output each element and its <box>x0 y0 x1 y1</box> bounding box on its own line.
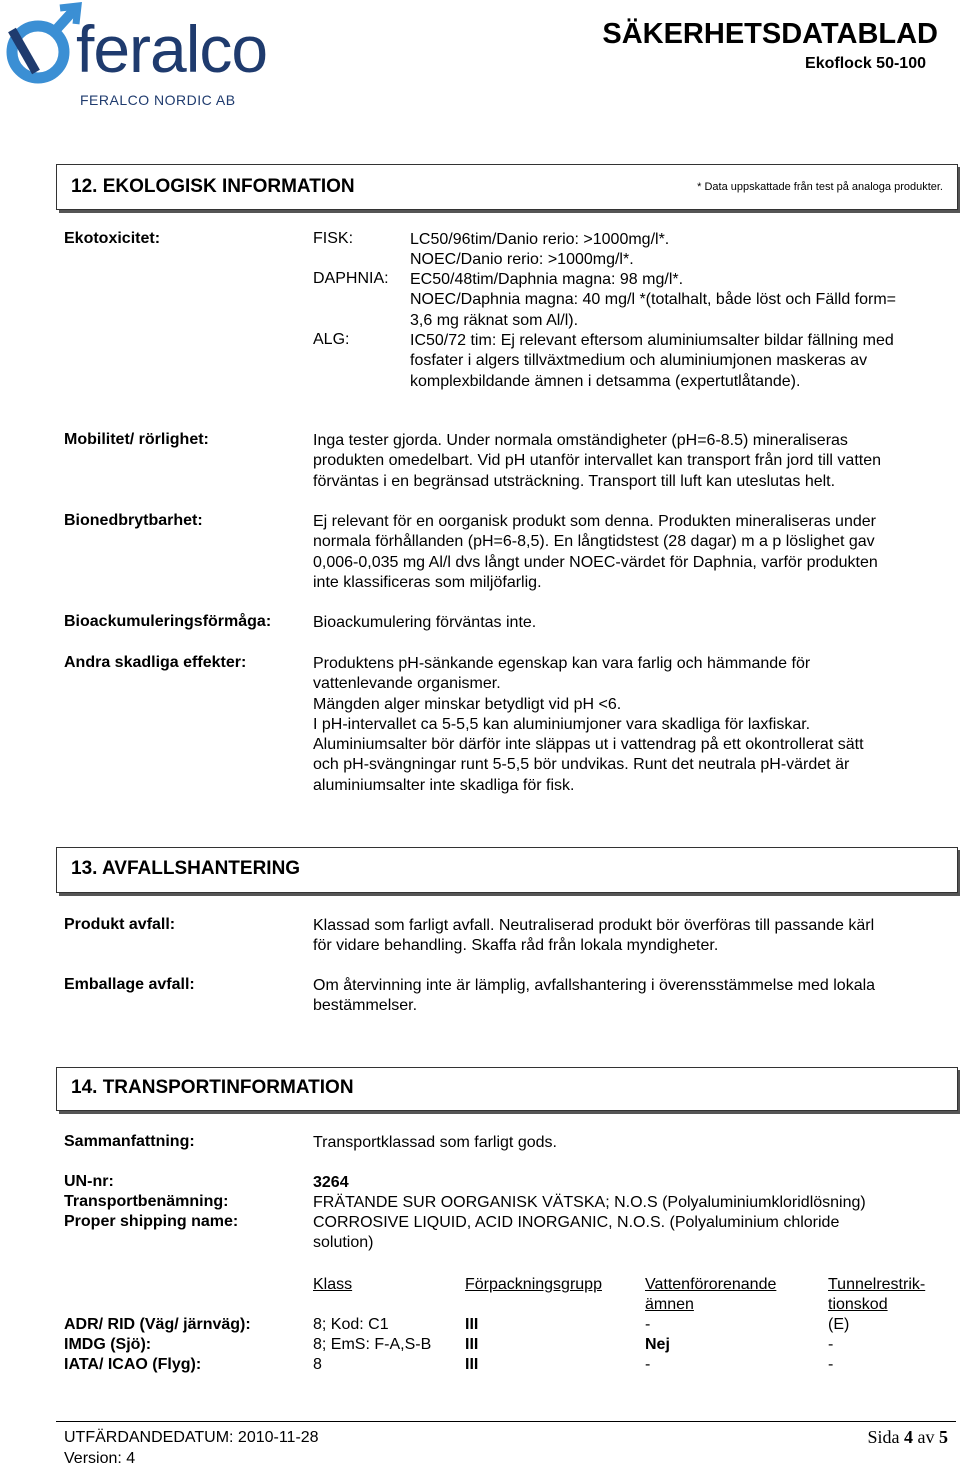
col-header-forpackningsgrupp: Förpackningsgrupp <box>465 1276 602 1293</box>
col-header-tunnelrestriktionskod <box>828 1275 925 1316</box>
footer-divider <box>56 1421 956 1422</box>
text-line: Vattenförorenande <box>645 1276 777 1293</box>
document-title: SÄKERHETSDATABLAD <box>602 18 938 50</box>
emballage-avfall-value <box>313 976 943 1017</box>
text-line: Klassad som farligt avfall. Neutraliserad produkt bör överföras till passande kärl <box>313 917 875 934</box>
fisk-value <box>410 230 950 271</box>
row-vatten: Nej <box>645 1336 670 1353</box>
produkt-avfall-label: Produkt avfall: <box>64 916 176 933</box>
proper-shipping-name-label: Proper shipping name: <box>64 1213 239 1230</box>
text-line: ämnen <box>645 1296 694 1314</box>
sammanfattning-label: Sammanfattning: <box>64 1133 195 1150</box>
page-current: 4 <box>904 1427 913 1447</box>
text-line: CORROSIVE LIQUID, ACID INORGANIC, N.O.S. (Polyaluminium chloride <box>313 1214 840 1231</box>
row-mode: IMDG (Sjö): <box>64 1336 152 1353</box>
text-line: Produktens pH-sänkande egenskap kan vara farlig och hämmande för <box>313 655 811 672</box>
page-total: 5 <box>939 1427 948 1447</box>
text-line: komplexbildande ämnen i detsamma (expertutlåtande). <box>410 372 801 390</box>
section-12-title: 12. EKOLOGISK INFORMATION <box>71 176 355 197</box>
alg-value <box>410 331 950 392</box>
col-header-vattenfororenande <box>645 1275 776 1316</box>
daphnia-value <box>410 270 950 331</box>
andra-label: Andra skadliga effekter: <box>64 654 247 671</box>
text-line: vattenlevande organismer. <box>313 675 501 693</box>
row-klass: 8; Kod: C1 <box>313 1316 389 1333</box>
row-klass: 8; EmS: F-A,S-B <box>313 1336 432 1353</box>
mobilitet-label: Mobilitet/ rörlighet: <box>64 431 209 448</box>
text-line: FRÄTANDE SUR OORGANISK VÄTSKA; N.O.S (Polyaluminiumkloridlösning) <box>313 1194 866 1211</box>
text-line: 0,006-0,035 mg Al/l dvs långt under NOEC-värdet för Daphnia, varför produkten <box>313 553 878 571</box>
andra-value <box>313 654 943 796</box>
col-header-klass: Klass <box>313 1276 353 1293</box>
ekotox-label: Ekotoxicitet: <box>64 230 161 247</box>
row-vatten: - <box>645 1356 651 1373</box>
row-forp: III <box>465 1356 479 1373</box>
bioned-value <box>313 512 943 593</box>
row-tunnel: - <box>828 1356 834 1373</box>
text-line: Bioackumulering förväntas inte. <box>313 614 537 631</box>
sammanfattning-value <box>313 1133 943 1153</box>
text-line: för vidare behandling. Skaffa råd från lokala myndigheter. <box>313 937 719 955</box>
text-line: solution) <box>313 1234 374 1252</box>
text-line: EC50/48tim/Daphnia magna: 98 mg/l*. <box>410 271 684 288</box>
bioack-label: Bioackumuleringsförmåga: <box>64 613 272 630</box>
text-line: produkten omedelbart. Vid pH utanför intervallet kan transport från jord till vatten <box>313 452 882 470</box>
text-line: IC50/72 tim: Ej relevant eftersom aluminiumsalter bildar fällning med <box>410 332 894 349</box>
text-line: bestämmelser. <box>313 997 418 1015</box>
page-of: av <box>917 1427 935 1447</box>
row-tunnel: (E) <box>828 1316 850 1333</box>
text-line: 3264 <box>313 1174 349 1191</box>
row-forp: III <box>465 1316 479 1333</box>
proper-shipping-name-value <box>313 1213 943 1254</box>
section-12-note: * Data uppskattade från test på analoga produkter. <box>697 181 943 193</box>
row-vatten: - <box>645 1316 651 1333</box>
daphnia-label: DAPHNIA: <box>313 270 389 287</box>
logo-word: feralco <box>76 12 268 86</box>
section-12-header <box>56 164 958 210</box>
text-line: inte klassificeras som miljöfarlig. <box>313 573 542 591</box>
text-line: fosfater i algers tillväxtmedium och aluminiumjonen maskeras av <box>410 352 868 370</box>
transportbenamning-label: Transportbenämning: <box>64 1193 229 1210</box>
transportbenamning-value <box>313 1193 943 1213</box>
logo-ring-icon <box>2 2 82 90</box>
section-13-header <box>56 847 958 893</box>
text-line: NOEC/Danio rerio: >1000mg/l*. <box>410 251 634 269</box>
text-line: och pH-svängningar runt 5-5,5 bör undvikas. Runt det neutrala pH-värdet är <box>313 756 850 774</box>
text-line: NOEC/Daphnia magna: 40 mg/l *(totalhalt, både löst och Fälld form= <box>410 291 897 309</box>
row-tunnel: - <box>828 1336 834 1353</box>
emballage-avfall-label: Emballage avfall: <box>64 976 195 993</box>
produkt-avfall-value <box>313 916 943 957</box>
text-line: Tunnelrestrik- <box>828 1276 926 1293</box>
product-name: Ekoflock 50-100 <box>805 55 926 72</box>
text-line: Mängden alger minskar betydligt vid pH <6. <box>313 695 622 713</box>
bioack-value <box>313 613 943 633</box>
text-line: 3,6 mg räknat som Al/l). <box>410 311 579 329</box>
un-nr-value <box>313 1173 943 1193</box>
text-line: förväntas i en begränsad utsträckning. Transport till luft kan uteslutas helt. <box>313 472 836 490</box>
text-line: Om återvinning inte är lämplig, avfallshantering i överensstämmelse med lokala <box>313 977 876 994</box>
alg-label: ALG: <box>313 331 350 348</box>
section-14-title: 14. TRANSPORTINFORMATION <box>71 1077 354 1098</box>
text-line: Ej relevant för en oorganisk produkt som denna. Produkten mineraliseras under <box>313 513 876 530</box>
row-mode: IATA/ ICAO (Flyg): <box>64 1356 202 1373</box>
footer-version: Version: 4 <box>64 1450 136 1467</box>
text-line: Inga tester gjorda. Under normala omständigheter (pH=6-8.5) mineraliseras <box>313 432 848 449</box>
logo-subtitle: FERALCO NORDIC AB <box>80 92 236 108</box>
text-line: LC50/96tim/Danio rerio: >1000mg/l*. <box>410 231 670 248</box>
company-logo <box>0 0 310 110</box>
row-forp: III <box>465 1336 479 1353</box>
text-line: normala förhållanden (pH=6-8,5). En långtidstest (28 dagar) m a p löslighet gav <box>313 533 875 551</box>
text-line: Transportklassad som farligt gods. <box>313 1134 557 1151</box>
text-line: Aluminiumsalter bör därför inte släppas ut i vattendrag på ett okontrollerat sätt <box>313 736 864 754</box>
footer-date: UTFÄRDANDEDATUM: 2010-11-28 <box>64 1429 319 1446</box>
bioned-label: Bionedbrytbarhet: <box>64 512 203 529</box>
page-prefix: Sida <box>867 1427 900 1447</box>
text-line: tionskod <box>828 1296 888 1314</box>
row-mode: ADR/ RID (Väg/ järnväg): <box>64 1316 251 1333</box>
text-line: I pH-intervallet ca 5-5,5 kan aluminiumjoner vara skadliga för laxfiskar. <box>313 715 811 733</box>
page-number <box>867 1427 948 1448</box>
section-14-header <box>56 1067 958 1111</box>
mobilitet-value <box>313 431 943 492</box>
un-nr-label: UN-nr: <box>64 1173 114 1190</box>
row-klass: 8 <box>313 1356 322 1373</box>
section-13-title: 13. AVFALLSHANTERING <box>71 858 301 879</box>
text-line: aluminiumsalter inte skadliga för fisk. <box>313 776 575 794</box>
fisk-label: FISK: <box>313 230 354 247</box>
